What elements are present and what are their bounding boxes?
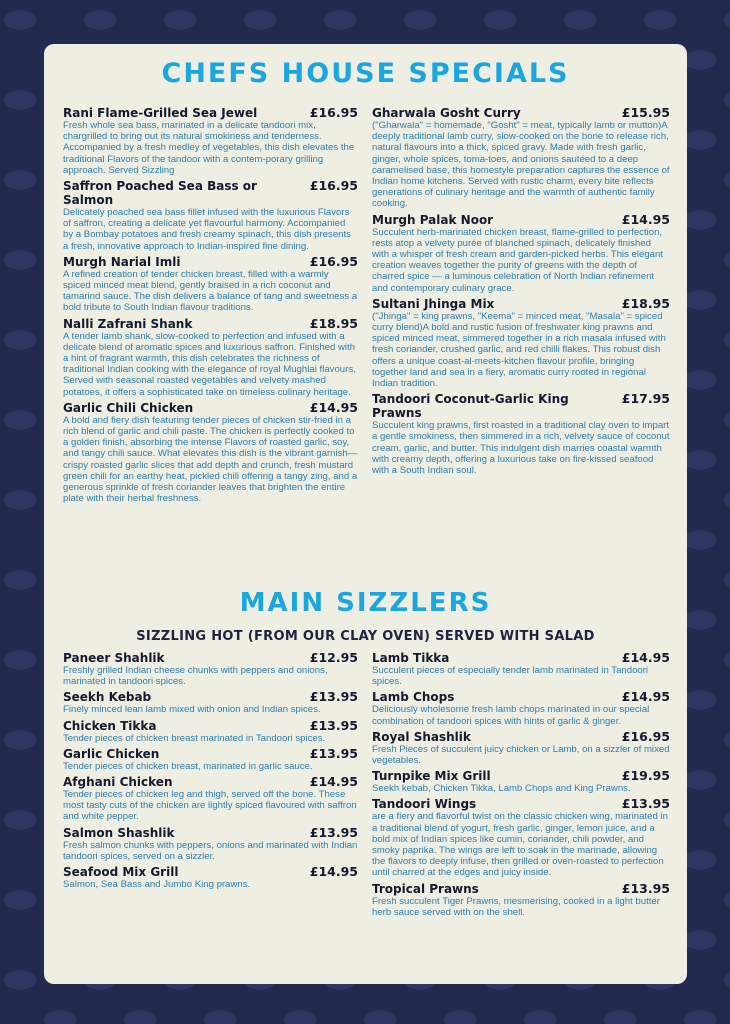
dish-name: Rani Flame-Grilled Sea Jewel [63,106,258,120]
menu-item [372,297,670,389]
menu-item [372,651,670,687]
menu-item-header [63,775,358,789]
specials-title: CHEFS HOUSE SPECIALS [161,58,570,89]
specials-right-column [372,106,670,479]
dish-description: Tender pieces of chicken breast marinated in Tandoori spices. [63,732,326,744]
menu-item-header [372,106,670,120]
dish-description: ("Jhinga" = king prawns, "Keema" = minced meat, "Masala" = spiced curry blend)A bold and rustic fusion of freshwater king prawns and spiced minced meat, simmered together in a rich masala infused with fresh coriander, crushed garlic, and red chilli flakes. This robust dish offers a unique coast-al-meets-kitchen flavour profile, bringing together land and sea in a fiery, aromatic curry rooted in regional Indian tradition. [372,310,666,390]
menu-item [372,106,670,210]
dish-price: £13.95 [309,824,358,840]
dish-price: £13.95 [309,745,358,761]
menu-item [372,213,670,294]
dish-price: £16.95 [621,728,670,744]
dish-description: are a fiery and flavorful twist on the classic chicken wing, marinated in a traditional blend of yogurt, fresh garlic, ginger, lemon juice, and a bold mix of Indian spices like cumin, coriander, chili powder, and smoky paprika. The wings are left to soak in the marinade, allowing the flavors to deeply infuse, then grilled or oven-roasted to perfection until charred at the edges and juicy inside. [372,811,668,879]
dish-price: £16.95 [309,253,358,269]
dish-name: Nalli Zafrani Shank [63,316,193,331]
menu-item-header [372,651,670,665]
dish-name: Royal Shashlik [372,729,471,744]
dish-price: £14.95 [621,689,670,705]
menu-item [372,690,670,726]
dish-name: Tandoori Coconut-Garlic King Prawns [372,392,569,421]
dish-description: Finely minced lean lamb mixed with onion and Indian spices. [63,704,321,716]
dish-name: Tropical Prawns [372,881,479,896]
dish-name: Tandoori Wings [372,797,477,812]
dish-name: Murgh Narial Imli [63,254,181,269]
menu-item-header [372,797,670,811]
specials-left-column [63,106,358,507]
menu-item [63,719,358,744]
dish-description: Fresh Pieces of succulent juicy chicken or Lamb, on a sizzler of mixed vegetables. [372,743,670,767]
dish-price: £17.95 [621,391,670,407]
dish-description: A tender lamb shank, slow-cooked to perfection and infused with a delicate blend of aromatic spices and luxurious saffron. Finished with a hint of fragrant warmth, this dish celebrates the richness of traditional Indian cooking with the elegance of royal Mughlai flavours. Served with seasonal roasted vegetables and velvety mashed potatoes, it offers a sophisticated take on timeless culinary heritage. [63,330,356,398]
sizzlers-right-column [372,651,670,921]
dish-name: Paneer Shahlik [63,651,165,665]
dish-name: Garlic Chicken [63,746,160,761]
dish-description: Fresh salmon chunks with peppers, onions and marinated with Indian tandoori spices, served on a sizzler. [63,839,358,862]
sizzlers-title: MAIN SIZZLERS [239,588,492,618]
dish-name: Sultani Jhinga Mix [372,296,495,311]
dish-price: £13.95 [309,689,358,705]
menu-item [63,401,358,505]
dish-price: £18.95 [621,295,670,311]
menu-item-header [372,213,670,227]
menu-item [63,179,358,252]
menu-item-header [63,826,358,840]
dish-name: Seafood Mix Grill [63,865,179,880]
menu-item [372,769,670,794]
menu-item-header [63,401,358,415]
menu-item [63,317,358,398]
dish-name: Saffron Poached Sea Bass or Salmon [63,179,257,208]
dish-name: Salmon Shashlik [63,825,175,840]
dish-description: Succulent king prawns, first roasted in a traditional clay oven to impart a gentle smokiness, then simmered in a rich, velvety sauce of coconut cream, garlic, and butter. This indulgent dish marries coastal warmth with creamy depth, offering a luxurious take on fire-kissed seafood with a South Indian soul. [372,420,670,477]
menu-item [63,690,358,715]
menu-card [44,44,687,984]
menu-item-header [372,690,670,704]
menu-item-header [63,747,358,761]
dish-price: £16.95 [309,105,358,120]
dish-description: Tender pieces of chicken leg and thigh, served off the bone. These most tasty cuts of the chicken are lightly spiced flavoured with saffron and white pepper. [63,789,357,823]
dish-name: Garlic Chili Chicken [63,400,194,415]
menu-item [372,392,670,476]
menu-item-header [63,719,358,733]
dish-description: Succulent herb-marinated chicken breast, flame-grilled to perfection, rests atop a velvety purée of blanched spinach, delicately finished with a whisper of fresh cream and garden-picked herbs. This elegant creation weaves together the purity of greens with the depth of charred spice — a luminous celebration of North Indian refinement and contemporary culinary grace. [372,226,663,294]
dish-description: Fresh whole sea bass, marinated in a delicate tandoori mix, chargrilled to bring out its natural smokiness and tenderness. Accompanied by a fresh medley of vegetables, this dish elevates the traditional Flavors of the tandoor with a contem-porary grilling approach. Served Sizzling [63,120,355,176]
sizzlers-left-column [63,651,358,893]
dish-name: Murgh Palak Noor [372,212,494,227]
dish-description: A refined creation of tender chicken breast, filled with a warmly spiced minced meat blend, gently braised in a rich coconut and tamarind sauce. The dish delivers a balance of tang and sweetness a bold tribute to South Indian flavour traditions. [63,268,358,314]
menu-item [63,747,358,772]
dish-description: Succulent pieces of especially tender lamb marinated in Tandoori spices. [372,665,649,688]
dish-name: Gharwala Gosht Curry [372,106,521,120]
menu-item [63,865,358,890]
dish-price: £14.95 [309,399,358,415]
menu-item [63,651,358,687]
dish-price: £14.95 [621,650,670,665]
dish-description: Seekh kebab, Chicken Tikka, Lamb Chops and King Prawns. [372,783,631,795]
menu-item [372,882,670,918]
dish-description: A bold and fiery dish featuring tender pieces of chicken stir-fried in a rich blend of garlic and chili paste. The chicken is perfectly cooked to a golden finish, absorbing the intense Flavors of roasted garlic, soy, and tangy chili sauce. What elevates this dish is the vibrant garnish—crispy roasted garlic slices that add depth and crunch, fresh mustard green chili for an earthy heat, pickled chili offering a tangy zing, and a generous sprinkle of fresh coriander leaves that brighten the entire plate with their herbal freshness. [63,414,358,505]
dish-price: £14.95 [621,211,670,227]
menu-item-header [372,769,670,783]
dish-name: Afghani Chicken [63,775,173,790]
dish-description: Delicately poached sea bass fillet infused with the luxurious Flavors of saffron, creating a delicate yet flavourful harmony. Accompanied by a Bombay potatoes and fresh creamy spinach, this dish presents a fresh, innovative approach to Indian-inspired fine dining. [63,207,351,252]
dish-description: Deliciously wholesome fresh lamb chops marinated in our special combination of tandoori spices with hints of garlic & ginger. [372,704,650,727]
menu-item-header [372,882,670,896]
dish-description: Freshly grilled Indian cheese chunks with peppers and onions, marinated in tandoori spices. [63,665,328,688]
menu-item-header [63,106,358,120]
dish-price: £14.95 [309,774,358,790]
menu-item-header [63,865,358,879]
dish-description: Fresh succulent Tiger Prawns, mesmerising, cooked in a light butter herb sauce served with on the shell. [372,895,660,918]
menu-item-header [63,317,358,331]
dish-name: Lamb Chops [372,690,455,705]
menu-item [63,775,358,823]
dish-price: £15.95 [621,105,670,120]
menu-item-header [372,730,670,744]
dish-name: Chicken Tikka [63,718,157,733]
dish-price: £18.95 [309,315,358,331]
menu-item-header [63,179,358,207]
menu-item [63,255,358,314]
menu-item-header [63,255,358,269]
dish-price: £13.95 [309,717,358,733]
dish-description: ("Gharwala" = homemade, "Gosht" = meat, typically lamb or mutton)A deeply traditional lamb curry, slow-cooked on the bone to release rich, natural flavours into a thick, spiced gravy. Made with fresh garlic, ginger, whole spices, toma-toes, and onions sautéed to a deep caramelised base, this homestyle preparation captures the essence of Indian home kitchens. Served with rustic charm, every bite reflects generations of culinary heritage and the warmth of authentic family cooking. [372,120,670,210]
menu-item [372,797,670,878]
dish-description: Salmon, Sea Bass and Jumbo King prawns. [63,879,251,891]
menu-item [372,730,670,766]
menu-item [63,826,358,862]
dish-price: £12.95 [309,650,358,665]
dish-price: £13.95 [621,796,670,812]
menu-item-header [63,651,358,665]
menu-item-header [372,297,670,311]
dish-price: £19.95 [621,768,670,784]
dish-name: Lamb Tikka [372,651,450,665]
menu-item-header [63,690,358,704]
dish-name: Turnpike Mix Grill [372,769,491,784]
dish-price: £13.95 [621,880,670,896]
menu-item-header [372,392,670,420]
dish-price: £14.95 [309,864,358,880]
dish-description: Tender pieces of chicken breast, marinated in garlic sauce. [63,760,313,772]
sizzlers-subtitle: SIZZLING HOT (FROM OUR CLAY OVEN) SERVED WITH SALAD [136,629,595,644]
menu-item [63,106,358,176]
dish-price: £16.95 [309,178,358,194]
dish-name: Seekh Kebab [63,690,152,705]
